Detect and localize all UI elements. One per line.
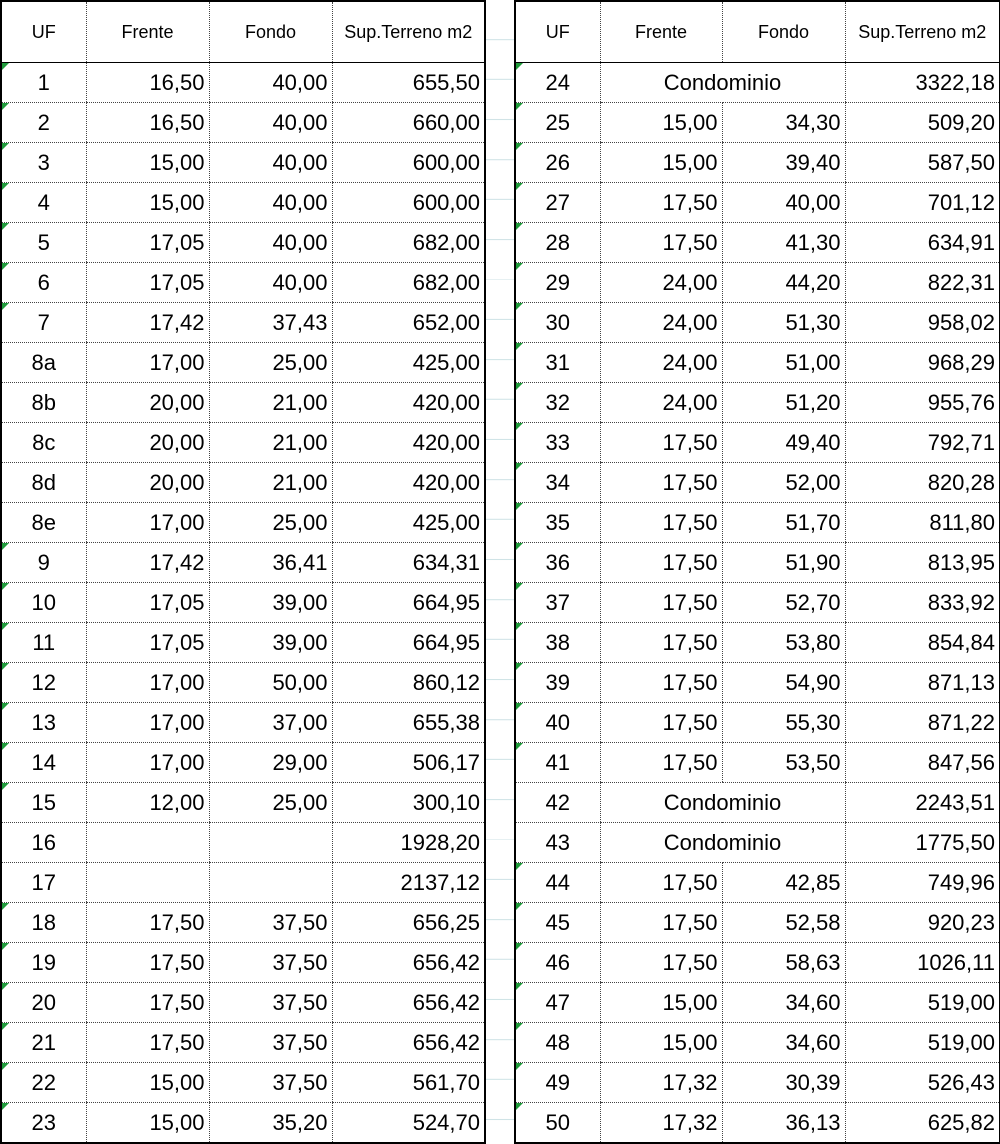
cell-uf[interactable]: 12 (1, 663, 86, 703)
cell-uf[interactable]: 21 (1, 1023, 86, 1063)
cell-uf[interactable]: 33 (515, 423, 600, 463)
cell-fondo[interactable]: 37,50 (209, 1023, 332, 1063)
cell-sup-terreno[interactable]: 420,00 (332, 463, 485, 503)
cell-sup-terreno[interactable]: 656,42 (332, 943, 485, 983)
table-row (1, 663, 485, 703)
table-row (1, 983, 485, 1023)
cell-uf[interactable]: 15 (1, 783, 86, 823)
cell-frente[interactable] (86, 823, 209, 863)
cell-frente[interactable]: 17,50 (600, 943, 722, 983)
cell-frente[interactable]: 17,50 (600, 223, 722, 263)
cell-sup-terreno[interactable]: 625,82 (845, 1103, 1000, 1144)
table-row (1, 783, 485, 823)
cell-fondo[interactable]: 40,00 (209, 143, 332, 183)
cell-uf[interactable]: 47 (515, 983, 600, 1023)
cell-frente[interactable]: 17,50 (600, 863, 722, 903)
cell-sup-terreno[interactable]: 656,42 (332, 1023, 485, 1063)
cell-fondo[interactable]: 37,50 (209, 943, 332, 983)
table-row (1, 703, 485, 743)
cell-fondo[interactable]: 50,00 (209, 663, 332, 703)
cell-condominio[interactable]: Condominio (600, 783, 845, 823)
cell-frente[interactable]: 20,00 (86, 423, 209, 463)
cell-uf[interactable]: 2 (1, 103, 86, 143)
cell-fondo[interactable]: 21,00 (209, 423, 332, 463)
cell-uf[interactable]: 37 (515, 583, 600, 623)
cell-frente[interactable] (86, 863, 209, 903)
table-row (515, 143, 1000, 183)
cell-sup-terreno[interactable]: 682,00 (332, 263, 485, 303)
cell-fondo[interactable]: 25,00 (209, 343, 332, 383)
cell-frente[interactable]: 17,50 (86, 983, 209, 1023)
cell-fondo[interactable]: 55,30 (722, 703, 845, 743)
table-row (1, 943, 485, 983)
cell-frente[interactable]: 17,42 (86, 543, 209, 583)
cell-sup-terreno[interactable]: 634,91 (845, 223, 1000, 263)
cell-fondo[interactable]: 52,00 (722, 463, 845, 503)
cell-frente[interactable]: 17,00 (86, 503, 209, 543)
cell-uf[interactable]: 5 (1, 223, 86, 263)
cell-uf[interactable]: 24 (515, 63, 600, 103)
table-row (515, 743, 1000, 783)
cell-fondo[interactable]: 37,50 (209, 903, 332, 943)
cell-uf[interactable]: 38 (515, 623, 600, 663)
cell-frente[interactable]: 17,50 (86, 1023, 209, 1063)
cell-sup-terreno[interactable]: 813,95 (845, 543, 1000, 583)
table-row (515, 303, 1000, 343)
cell-uf[interactable]: 8e (1, 503, 86, 543)
cell-fondo[interactable]: 34,60 (722, 1023, 845, 1063)
header-fondo[interactable]: Fondo (722, 1, 845, 63)
cell-fondo[interactable]: 36,13 (722, 1103, 845, 1144)
cell-sup-terreno[interactable]: 2243,51 (845, 783, 1000, 823)
cell-uf[interactable]: 39 (515, 663, 600, 703)
cell-sup-terreno[interactable]: 656,42 (332, 983, 485, 1023)
cell-fondo[interactable]: 39,40 (722, 143, 845, 183)
cell-fondo[interactable]: 21,00 (209, 383, 332, 423)
table-row (1, 263, 485, 303)
cell-frente[interactable]: 17,50 (600, 703, 722, 743)
table-row (1, 1103, 485, 1144)
cell-uf[interactable]: 22 (1, 1063, 86, 1103)
cell-sup-terreno[interactable]: 425,00 (332, 343, 485, 383)
cell-frente[interactable]: 17,50 (600, 183, 722, 223)
cell-uf[interactable]: 27 (515, 183, 600, 223)
cell-sup-terreno[interactable]: 958,02 (845, 303, 1000, 343)
cell-sup-terreno[interactable]: 1026,11 (845, 943, 1000, 983)
table-row (1, 543, 485, 583)
cell-frente[interactable]: 17,50 (86, 903, 209, 943)
table-row (1, 1063, 485, 1103)
cell-frente[interactable]: 17,50 (600, 583, 722, 623)
cell-fondo[interactable]: 54,90 (722, 663, 845, 703)
cell-sup-terreno[interactable]: 655,38 (332, 703, 485, 743)
table-row (515, 543, 1000, 583)
cell-sup-terreno[interactable]: 300,10 (332, 783, 485, 823)
cell-sup-terreno[interactable]: 660,00 (332, 103, 485, 143)
table-row (1, 903, 485, 943)
cell-fondo[interactable] (209, 863, 332, 903)
cell-sup-terreno[interactable]: 749,96 (845, 863, 1000, 903)
cell-frente[interactable]: 17,05 (86, 223, 209, 263)
cell-frente[interactable]: 17,32 (600, 1103, 722, 1144)
cell-fondo[interactable]: 37,00 (209, 703, 332, 743)
cell-fondo[interactable] (209, 823, 332, 863)
cell-fondo[interactable]: 58,63 (722, 943, 845, 983)
cell-sup-terreno[interactable]: 420,00 (332, 423, 485, 463)
cell-uf[interactable]: 35 (515, 503, 600, 543)
cell-fondo[interactable]: 52,58 (722, 903, 845, 943)
cell-sup-terreno[interactable]: 600,00 (332, 143, 485, 183)
cell-uf[interactable]: 7 (1, 303, 86, 343)
table-row (515, 103, 1000, 143)
table-row (515, 1063, 1000, 1103)
cell-sup-terreno[interactable]: 587,50 (845, 143, 1000, 183)
cell-frente[interactable]: 16,50 (86, 103, 209, 143)
table-row (515, 823, 1000, 863)
cell-sup-terreno[interactable]: 561,70 (332, 1063, 485, 1103)
cell-uf[interactable]: 16 (1, 823, 86, 863)
cell-frente[interactable]: 15,00 (86, 183, 209, 223)
cell-frente[interactable]: 17,50 (600, 623, 722, 663)
cell-uf[interactable]: 3 (1, 143, 86, 183)
cell-sup-terreno[interactable]: 682,00 (332, 223, 485, 263)
cell-fondo[interactable]: 44,20 (722, 263, 845, 303)
cell-frente[interactable]: 15,00 (86, 1063, 209, 1103)
table-row (1, 743, 485, 783)
cell-frente[interactable]: 17,50 (600, 743, 722, 783)
cell-frente[interactable]: 17,05 (86, 583, 209, 623)
table-row (1, 183, 485, 223)
cell-uf[interactable]: 8c (1, 423, 86, 463)
cell-sup-terreno[interactable]: 664,95 (332, 583, 485, 623)
table-row (1, 823, 485, 863)
table-row (515, 983, 1000, 1023)
table-row (515, 783, 1000, 823)
table-row (515, 943, 1000, 983)
cell-sup-terreno[interactable]: 664,95 (332, 623, 485, 663)
cell-sup-terreno[interactable]: 1775,50 (845, 823, 1000, 863)
cell-uf[interactable]: 44 (515, 863, 600, 903)
cell-sup-terreno[interactable]: 509,20 (845, 103, 1000, 143)
cell-sup-terreno[interactable]: 420,00 (332, 383, 485, 423)
cell-sup-terreno[interactable]: 871,13 (845, 663, 1000, 703)
cell-uf[interactable]: 13 (1, 703, 86, 743)
table-row (1, 503, 485, 543)
table-row (1, 1023, 485, 1063)
cell-sup-terreno[interactable]: 524,70 (332, 1103, 485, 1144)
cell-frente[interactable]: 17,50 (600, 463, 722, 503)
cell-frente[interactable]: 24,00 (600, 383, 722, 423)
cell-sup-terreno[interactable]: 854,84 (845, 623, 1000, 663)
cell-fondo[interactable]: 25,00 (209, 783, 332, 823)
cell-sup-terreno[interactable]: 847,56 (845, 743, 1000, 783)
cell-fondo[interactable]: 29,00 (209, 743, 332, 783)
cell-fondo[interactable]: 40,00 (209, 63, 332, 103)
cell-sup-terreno[interactable]: 656,25 (332, 903, 485, 943)
table-row (1, 863, 485, 903)
header-sup-terreno[interactable]: Sup.Terreno m2 (332, 1, 485, 63)
cell-uf[interactable]: 23 (1, 1103, 86, 1144)
cell-fondo[interactable]: 42,85 (722, 863, 845, 903)
cell-sup-terreno[interactable]: 3322,18 (845, 63, 1000, 103)
left-table (0, 0, 486, 1144)
cell-sup-terreno[interactable]: 701,12 (845, 183, 1000, 223)
table-row (1, 103, 485, 143)
cell-uf[interactable]: 8d (1, 463, 86, 503)
cell-uf[interactable]: 28 (515, 223, 600, 263)
cell-fondo[interactable]: 51,90 (722, 543, 845, 583)
cell-fondo[interactable]: 53,50 (722, 743, 845, 783)
cell-fondo[interactable]: 51,20 (722, 383, 845, 423)
table-row (1, 63, 485, 103)
table-row (1, 383, 485, 423)
cell-uf[interactable]: 29 (515, 263, 600, 303)
table-row (515, 1103, 1000, 1144)
cell-frente[interactable]: 20,00 (86, 463, 209, 503)
cell-fondo[interactable]: 40,00 (209, 263, 332, 303)
table-row (515, 503, 1000, 543)
table-row (1, 623, 485, 663)
table-row (515, 223, 1000, 263)
cell-frente[interactable]: 17,00 (86, 743, 209, 783)
cell-frente[interactable]: 17,50 (600, 663, 722, 703)
cell-sup-terreno[interactable]: 860,12 (332, 663, 485, 703)
cell-frente[interactable]: 17,50 (86, 943, 209, 983)
table-row (515, 703, 1000, 743)
cell-sup-terreno[interactable]: 526,43 (845, 1063, 1000, 1103)
table-row (1, 343, 485, 383)
cell-sup-terreno[interactable]: 833,92 (845, 583, 1000, 623)
cell-uf[interactable]: 32 (515, 383, 600, 423)
cell-uf[interactable]: 18 (1, 903, 86, 943)
table-row (1, 303, 485, 343)
cell-frente[interactable]: 15,00 (600, 103, 722, 143)
table-row (1, 143, 485, 183)
cell-fondo[interactable]: 51,70 (722, 503, 845, 543)
cell-uf[interactable]: 49 (515, 1063, 600, 1103)
cell-frente[interactable]: 12,00 (86, 783, 209, 823)
table-row (515, 423, 1000, 463)
cell-uf[interactable]: 46 (515, 943, 600, 983)
cell-sup-terreno[interactable]: 600,00 (332, 183, 485, 223)
cell-frente[interactable]: 15,00 (600, 1023, 722, 1063)
cell-sup-terreno[interactable]: 820,28 (845, 463, 1000, 503)
cell-uf[interactable]: 20 (1, 983, 86, 1023)
cell-sup-terreno[interactable]: 968,29 (845, 343, 1000, 383)
cell-fondo[interactable]: 37,50 (209, 1063, 332, 1103)
header-sup-terreno[interactable]: Sup.Terreno m2 (845, 1, 1000, 63)
table-row (515, 263, 1000, 303)
cell-frente[interactable]: 17,00 (86, 663, 209, 703)
header-row (515, 1, 1000, 63)
cell-sup-terreno[interactable]: 652,00 (332, 303, 485, 343)
cell-frente[interactable]: 17,42 (86, 303, 209, 343)
cell-uf[interactable]: 17 (1, 863, 86, 903)
cell-frente[interactable]: 17,50 (600, 423, 722, 463)
table-row (1, 223, 485, 263)
cell-sup-terreno[interactable]: 920,23 (845, 903, 1000, 943)
cell-uf[interactable]: 43 (515, 823, 600, 863)
cell-fondo[interactable]: 52,70 (722, 583, 845, 623)
cell-uf[interactable]: 31 (515, 343, 600, 383)
table-row (515, 1023, 1000, 1063)
header-row (1, 1, 485, 63)
cell-sup-terreno[interactable]: 425,00 (332, 503, 485, 543)
cell-sup-terreno[interactable]: 1928,20 (332, 823, 485, 863)
table-row (515, 583, 1000, 623)
table-row (1, 423, 485, 463)
cell-fondo[interactable]: 37,50 (209, 983, 332, 1023)
cell-fondo[interactable]: 40,00 (209, 223, 332, 263)
cell-frente[interactable]: 17,00 (86, 343, 209, 383)
table-row (515, 63, 1000, 103)
table-row (515, 863, 1000, 903)
cell-frente[interactable]: 20,00 (86, 383, 209, 423)
cell-frente[interactable]: 16,50 (86, 63, 209, 103)
cell-uf[interactable]: 34 (515, 463, 600, 503)
cell-fondo[interactable]: 49,40 (722, 423, 845, 463)
cell-uf[interactable]: 26 (515, 143, 600, 183)
cell-uf[interactable]: 19 (1, 943, 86, 983)
cell-frente[interactable]: 24,00 (600, 263, 722, 303)
header-fondo[interactable]: Fondo (209, 1, 332, 63)
cell-uf[interactable]: 36 (515, 543, 600, 583)
cell-uf[interactable]: 8b (1, 383, 86, 423)
cell-frente[interactable]: 24,00 (600, 303, 722, 343)
cell-frente[interactable]: 17,50 (600, 503, 722, 543)
cell-uf[interactable]: 14 (1, 743, 86, 783)
cell-frente[interactable]: 17,05 (86, 623, 209, 663)
cell-sup-terreno[interactable]: 955,76 (845, 383, 1000, 423)
table-row (515, 383, 1000, 423)
header-uf[interactable]: UF (1, 1, 86, 63)
cell-uf[interactable]: 50 (515, 1103, 600, 1144)
table-row (515, 343, 1000, 383)
cell-uf[interactable]: 4 (1, 183, 86, 223)
cell-uf[interactable]: 45 (515, 903, 600, 943)
header-frente[interactable]: Frente (86, 1, 209, 63)
cell-sup-terreno[interactable]: 655,50 (332, 63, 485, 103)
cell-frente[interactable]: 15,00 (86, 1103, 209, 1144)
cell-fondo[interactable]: 30,39 (722, 1063, 845, 1103)
cell-uf[interactable]: 25 (515, 103, 600, 143)
table-row (515, 663, 1000, 703)
table-row (515, 463, 1000, 503)
cell-uf[interactable]: 30 (515, 303, 600, 343)
cell-fondo[interactable]: 36,41 (209, 543, 332, 583)
cell-frente[interactable]: 17,50 (600, 903, 722, 943)
cell-frente[interactable]: 24,00 (600, 343, 722, 383)
cell-fondo[interactable]: 34,30 (722, 103, 845, 143)
table-row (515, 183, 1000, 223)
cell-fondo[interactable]: 35,20 (209, 1103, 332, 1144)
cell-sup-terreno[interactable]: 519,00 (845, 983, 1000, 1023)
cell-fondo[interactable]: 40,00 (209, 103, 332, 143)
cell-uf[interactable]: 40 (515, 703, 600, 743)
cell-frente[interactable]: 17,05 (86, 263, 209, 303)
cell-fondo[interactable]: 40,00 (209, 183, 332, 223)
cell-sup-terreno[interactable]: 2137,12 (332, 863, 485, 903)
cell-fondo[interactable]: 39,00 (209, 583, 332, 623)
cell-uf[interactable]: 10 (1, 583, 86, 623)
cell-frente[interactable]: 15,00 (600, 143, 722, 183)
cell-sup-terreno[interactable]: 811,80 (845, 503, 1000, 543)
cell-sup-terreno[interactable]: 792,71 (845, 423, 1000, 463)
cell-condominio[interactable]: Condominio (600, 63, 845, 103)
cell-sup-terreno[interactable]: 506,17 (332, 743, 485, 783)
cell-frente[interactable]: 15,00 (86, 143, 209, 183)
cell-fondo[interactable]: 40,00 (722, 183, 845, 223)
header-frente[interactable]: Frente (600, 1, 722, 63)
cell-fondo[interactable]: 37,43 (209, 303, 332, 343)
cell-fondo[interactable]: 41,30 (722, 223, 845, 263)
cell-fondo[interactable]: 53,80 (722, 623, 845, 663)
cell-uf[interactable]: 48 (515, 1023, 600, 1063)
cell-frente[interactable]: 17,50 (600, 543, 722, 583)
cell-uf[interactable]: 9 (1, 543, 86, 583)
table-row (515, 623, 1000, 663)
cell-fondo[interactable]: 51,30 (722, 303, 845, 343)
cell-fondo[interactable]: 51,00 (722, 343, 845, 383)
cell-condominio[interactable]: Condominio (600, 823, 845, 863)
cell-frente[interactable]: 17,00 (86, 703, 209, 743)
cell-uf[interactable]: 41 (515, 743, 600, 783)
cell-sup-terreno[interactable]: 822,31 (845, 263, 1000, 303)
cell-uf[interactable]: 8a (1, 343, 86, 383)
cell-fondo[interactable]: 21,00 (209, 463, 332, 503)
table-row (515, 903, 1000, 943)
cell-sup-terreno[interactable]: 519,00 (845, 1023, 1000, 1063)
table-row (1, 463, 485, 503)
cell-sup-terreno[interactable]: 871,22 (845, 703, 1000, 743)
cell-uf[interactable]: 1 (1, 63, 86, 103)
cell-uf[interactable]: 6 (1, 263, 86, 303)
table-row (1, 583, 485, 623)
cell-sup-terreno[interactable]: 634,31 (332, 543, 485, 583)
right-table (514, 0, 1000, 1144)
cell-frente[interactable]: 17,32 (600, 1063, 722, 1103)
cell-uf[interactable]: 11 (1, 623, 86, 663)
cell-frente[interactable]: 15,00 (600, 983, 722, 1023)
cell-fondo[interactable]: 34,60 (722, 983, 845, 1023)
cell-uf[interactable]: 42 (515, 783, 600, 823)
cell-fondo[interactable]: 25,00 (209, 503, 332, 543)
cell-fondo[interactable]: 39,00 (209, 623, 332, 663)
header-uf[interactable]: UF (515, 1, 600, 63)
